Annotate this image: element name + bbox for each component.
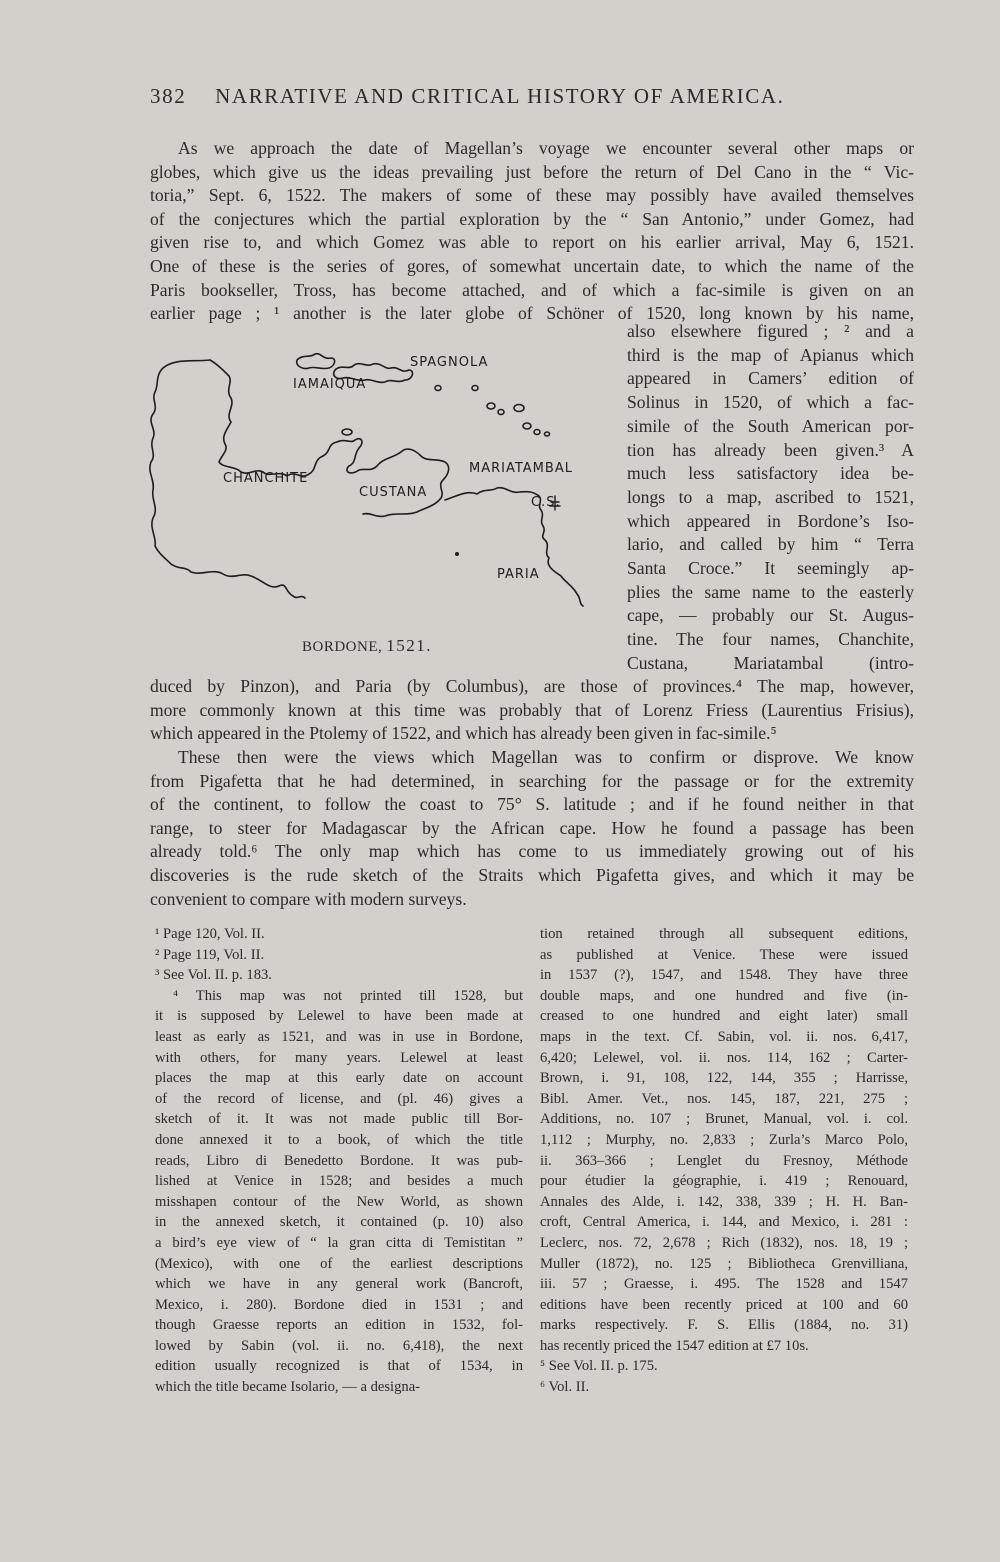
footnote-4-line: sketch of it. It was not made public till Bor- (155, 1111, 523, 1128)
footnote-continuation-line: Annales des Alde, i. 142, 338, 339 ; H. H. Ban- (540, 1193, 908, 1210)
footnote-4 (155, 986, 523, 1398)
footnote-4-line: misshapen contour of the New World, as shown (155, 1193, 523, 1210)
running-header (150, 84, 820, 109)
footnote-4-line: which the title became Isolario, — a designa- (155, 1379, 421, 1396)
footnote-line: ⁶ Vol. II. (540, 1379, 590, 1396)
side-line: much less satisfactory idea be- (627, 463, 914, 484)
footnote-continuation-line: creased to one hundred and eight later) small (540, 1008, 908, 1025)
footnote-continuation-line: Bibl. Amer. Vet., nos. 145, 187, 221, 275 ; (540, 1090, 908, 1107)
footnote-4-line: (Mexico), with one of the earliest descriptions (155, 1255, 523, 1272)
footnote-continuation-line: Additions, no. 107 ; Brunet, Manual, vol. i. col. (540, 1111, 908, 1128)
footnote-continuation-line: Leclerc, nos. 72, 2,678 ; Rich (1832), nos. 18, 19 ; (540, 1234, 908, 1251)
footnote-4-line: though Graesse reports an edition in 1532, fol- (155, 1317, 523, 1334)
footnote-continuation-line: double maps, and one hundred and five (in- (540, 987, 908, 1004)
footnote-continuation-line: has recently priced the 1547 edition at £7 10s. (540, 1337, 809, 1354)
second-paragraph-line: of the continent, to follow the coast to 75° S. latitude ; and if he found neither in that (150, 794, 914, 815)
map-label-paria: PARIA (497, 567, 540, 582)
second-paragraph-line: range, to steer for Madagascar by the African cape. How he found a passage has been (150, 817, 914, 838)
intro-paragraph (150, 137, 914, 326)
map-coastline-east (445, 488, 583, 606)
map-label-custana: CUSTANA (359, 485, 428, 500)
intro-line: of the conjectures which the partial exploration by the “ San Antonio,” under Gomez, had (150, 208, 914, 229)
footnote-4-line: which we have in any general work (Bancroft, (155, 1276, 523, 1293)
footnote-continuation-line: 6,420; Lelewel, vol. ii. nos. 114, 162 ; Carter- (540, 1049, 908, 1066)
continuation-line: which appeared in the Ptolemy of 1522, and which has already been given in fac-simile.⁵ (150, 723, 777, 744)
side-line: simile of the South American por- (627, 415, 914, 436)
footnote-continuation-line: Muller (1872), no. 125 ; Bibliotheca Grenvilliana, (540, 1255, 908, 1272)
side-line: which appeared in Bordone’s Iso- (627, 510, 914, 531)
intro-line: As we approach the date of Magellan’s voyage we encounter several other maps or (178, 138, 914, 158)
map-islands-jamaica (297, 354, 335, 369)
side-line: lario, and called by him “ Terra (627, 534, 914, 555)
side-line: cape, — probably our St. Augus- (627, 605, 914, 626)
side-line: longs to a map, ascribed to 1521, (627, 486, 914, 507)
footnote-continuation-line: croft, Central America, i. 144, and Mexico, i. 281 : (540, 1214, 908, 1231)
side-line: plies the same name to the easterly (627, 581, 914, 602)
footnote-4-line: reads, Libro di Benedetto Bordone. It was pub- (155, 1152, 523, 1169)
intro-line: toria,” Sept. 6, 1522. The makers of some of these may possibly have availed themselves (150, 185, 914, 206)
intro-line: One of these is the series of gores, of somewhat uncertain date, to which the name of the (150, 255, 914, 276)
second-paragraph-line: from Pigafetta that he had determined, in searching for the passage or for the extremity (150, 770, 914, 791)
second-paragraph-line: discoveries is the rude sketch of the Straits which Pigafetta gives, and which it may be (150, 864, 914, 885)
side-line: tine. The four names, Chanchite, (627, 629, 914, 650)
caption-name: BORDONE, (302, 639, 383, 655)
side-line: Santa Croce.” It seemingly ap- (627, 558, 914, 579)
footnote-line: ² Page 119, Vol. II. (155, 946, 265, 963)
footnotes-left-column (155, 924, 523, 1398)
second-paragraph (150, 746, 914, 911)
map-label-iamaiqua: IAMAIQUA (293, 377, 367, 392)
footnote-continuation-line: Brown, i. 91, 108, 122, 144, 355 ; Harrisse, (540, 1070, 908, 1087)
map-label-spagnola: SPAGNOLA (410, 355, 489, 370)
side-line: Solinus in 1520, of which a fac- (627, 392, 914, 413)
footnote-continuation-line: as published at Venice. These were issued (540, 946, 908, 963)
footnote-continuation-line: marks respectively. F. S. Ellis (1884, no. 31) (540, 1317, 908, 1334)
intro-line: given rise to, and which Gomez was able to report on his earlier arrival, May 6, 1521. (150, 232, 914, 253)
side-column-text (627, 320, 914, 676)
running-title: NARRATIVE AND CRITICAL HISTORY OF AMERICA. (215, 84, 785, 108)
footnote-continuation-line: maps in the text. Cf. Sabin, vol. ii. nos. 6,417, (540, 1028, 908, 1045)
map-caption (302, 636, 432, 656)
footnote-continuation-line: tion retained through all subsequent editions, (540, 926, 908, 942)
footnote-4-line: edition usually recognized is that of 1534, in (155, 1358, 523, 1375)
footnote-4-line: Mexico, i. 280). Bordone died in 1531 ; and (155, 1296, 523, 1313)
intro-line: globes, which give us the ideas prevailing just before the return of Del Cano in the “ Vic- (150, 161, 914, 182)
footnote-continuation-line: in 1537 (?), 1547, and 1548. They have three (540, 967, 908, 984)
footnote-continuation-line: 1,112 ; Murphy, no. 2,833 ; Zurla’s Marco Polo, (540, 1131, 908, 1148)
footnote-short-list-right (540, 1356, 908, 1397)
side-line: tion has already been given.³ A (627, 439, 914, 460)
page-number: 382 (150, 84, 187, 108)
footnote-4-line: in the annexed sketch, it contained (p. 10) also (155, 1214, 523, 1231)
map-label-mariatambal: MARIATAMBAL (469, 461, 573, 476)
footnote-4-line: lished at Venice in 1528; and besides a much (155, 1173, 523, 1190)
side-line: also elsewhere figured ; ² and a (627, 321, 914, 341)
footnote-4-line: done annexed it to a book, of which the title (155, 1131, 523, 1148)
caption-year: 1521. (386, 636, 433, 655)
second-paragraph-line: These then were the views which Magellan was to confirm or disprove. We know (178, 747, 914, 767)
side-line: Custana, Mariatambal (intro- (627, 652, 914, 673)
side-line: appeared in Camers’ edition of (627, 368, 914, 389)
footnotes-right-column (540, 924, 908, 1398)
footnote-line: ³ See Vol. II. p. 183. (155, 967, 272, 984)
footnote-short-list (155, 924, 523, 986)
bordone-map-sketch (145, 340, 615, 620)
footnote-4-line: ⁴ This map was not printed till 1528, but (173, 987, 523, 1004)
footnote-continuation-line: pour étudier la géographie, i. 419 ; Renouard, (540, 1173, 908, 1190)
footnote-continuation-line: iii. 57 ; Graesse, i. 495. The 1528 and 1547 (540, 1276, 908, 1293)
continuation-line: duced by Pinzon), and Paria (by Columbus), are those of provinces.⁴ The map, however, (150, 676, 914, 696)
footnote-line: ⁵ See Vol. II. p. 175. (540, 1358, 658, 1375)
footnote-4-line: it is supposed by Lelewel to have been made at (155, 1008, 523, 1025)
footnote-continuation-line: ii. 363–366 ; Lenglet du Fresnoy, Méthode (540, 1152, 908, 1169)
intro-line: earlier page ; ¹ another is the later globe of Schöner of 1520, long known by his name, (150, 303, 914, 324)
second-paragraph-line: already told.⁶ The only map which has come to us immediately growing out of his (150, 841, 914, 862)
continuation-line: more commonly known at this time was probably that of Lorenz Friess (Laurentius Frisius), (150, 699, 914, 720)
continuation-paragraph (150, 675, 914, 746)
map-label-chanchite: CHANCHITE (223, 471, 309, 486)
second-paragraph-line: convenient to compare with modern surveys. (150, 888, 467, 909)
footnote-4-line: a bird’s eye view of “ la gran citta di Temistitan ” (155, 1234, 523, 1251)
footnote-4-continuation (540, 924, 908, 1356)
footnote-continuation-line: editions have been recently priced at 100 and 60 (540, 1296, 908, 1313)
footnote-4-line: with others, for many years. Lelewel at least (155, 1049, 523, 1066)
side-line: third is the map of Apianus which (627, 344, 914, 365)
footnote-4-line: of the record of license, and (pl. 46) gives a (155, 1090, 523, 1107)
footnote-line: ¹ Page 120, Vol. II. (155, 926, 265, 942)
footnote-4-line: places the map at this early date on account (155, 1070, 523, 1087)
footnote-4-line: least as early as 1521, and was in use in Bordone, (155, 1028, 523, 1045)
footnote-4-line: lowed by Sabin (vol. ii. no. 6,418), the next (155, 1337, 523, 1354)
intro-line: Paris bookseller, Tross, has become attached, and of which a fac-simile is given on an (150, 279, 914, 300)
map-label-cs: C.S. (531, 495, 561, 510)
